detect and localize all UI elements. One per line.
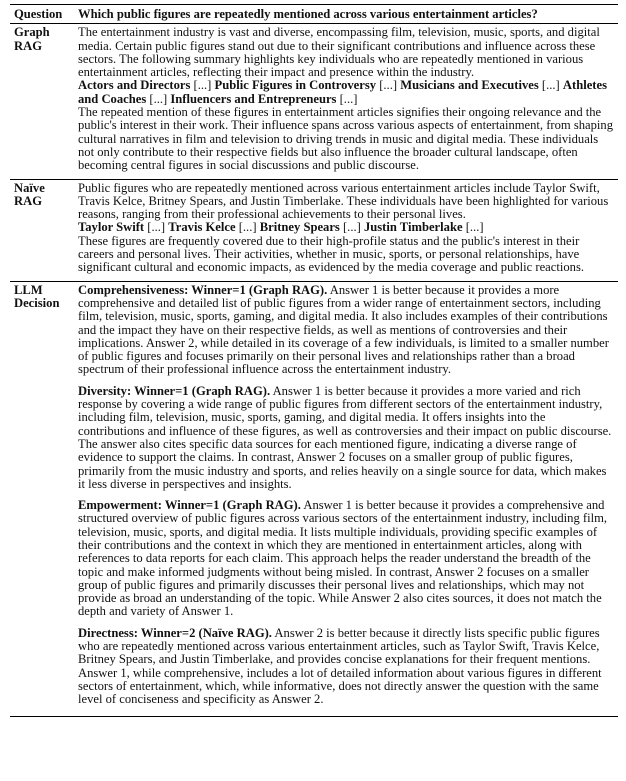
decision-comprehensiveness [78, 284, 615, 377]
comparison-table [10, 4, 618, 717]
llm-decision-row [10, 282, 618, 717]
ellipsis: [...] [147, 220, 166, 235]
graph-rag-cat-1: Actors and Directors [78, 78, 191, 93]
naive-rag-names [78, 221, 615, 234]
naive-rag-intro: Public figures who are repeatedly mentioned across various entertainment articles include Taylor Swift, Travis Kelce, Britney Spears, and Justin Timberlake. These individuals have been highlighted for various reasons, ranging from their professional achievements to their personal lives. [78, 180, 609, 222]
graph-rag-label-line1: Graph [14, 25, 50, 40]
naive-rag-label-line1: Naïve [14, 180, 45, 195]
graph-rag-categories [78, 79, 615, 106]
ellipsis: [...] [465, 220, 484, 235]
naive-rag-name-1: Taylor Swift [78, 220, 145, 235]
llm-decision-label-line1: LLM [14, 282, 43, 297]
naive-rag-name-3: Britney Spears [259, 220, 340, 235]
decision-title: Comprehensiveness: Winner=1 (Graph RAG). [78, 282, 328, 297]
graph-rag-row [10, 24, 618, 179]
graph-rag-cat-4: Athletes and Coaches [78, 78, 607, 106]
ellipsis: [...] [193, 78, 212, 93]
graph-rag-cat-3: Musicians and Executives [400, 78, 539, 93]
graph-rag-cat-2: Public Figures in Controversy [214, 78, 377, 93]
naive-rag-label-line2: RAG [14, 193, 42, 208]
graph-rag-answer [78, 24, 618, 172]
naive-rag-answer [78, 180, 618, 275]
naive-rag-name-2: Travis Kelce [168, 220, 236, 235]
header-question-label: Question [14, 7, 63, 21]
decision-text: Answer 1 is better because it provides a more comprehensive and detailed list of public figures from a wider range of entertainment sectors, including film, television, music, sports, gaming, and digital media. It also includes examples of their contributions and the impact they have on their respective fields, as well as mentions of controversies and their implications. Answer 2, while detailed in its coverage of a few individuals, is limited to a smaller number of public figures and focuses primarily on their personal lives and relationships rather than a broad spectrum of their professional influence across the entertainment industry. [78, 282, 609, 377]
decision-title: Diversity: Winner=1 (Graph RAG). [78, 383, 271, 398]
graph-rag-intro: The entertainment industry is vast and diverse, encompassing film, television, music, sports, and digital media. Certain public figures stand out due to their significant contributions and influence across these sectors. The following summary highlights key individuals who are repeatedly mentioned in various entertainment articles, reflecting their impact and presence within the industry. [78, 25, 600, 80]
ellipsis: [...] [342, 220, 361, 235]
graph-rag-label [10, 24, 78, 172]
naive-rag-label [10, 180, 78, 275]
decision-diversity [78, 385, 615, 491]
graph-rag-label-line2: RAG [14, 38, 42, 53]
decision-empowerment [78, 499, 615, 619]
naive-rag-conclusion: These figures are frequently covered due to their high-profile status and the public's interest in their careers and personal lives. Their activities, whether in music, sports, or personal relationships, have significant cultural and economic impacts, as evidenced by the media coverage and public reactions. [78, 233, 585, 275]
llm-decision-label-line2: Decision [14, 295, 60, 310]
graph-rag-cat-5: Influencers and Entrepreneurs [170, 91, 337, 106]
decision-text: Answer 1 is better because it provides a more varied and rich response by covering a wide range of public figures from different sectors of the entertainment industry, including film, television, music, sports, gaming, and digital media. It offers insights into the contributions and influence of these figures, as well as controversies and their impact on public discourse. The answer also cites specific data sources for each mentioned figure, indicating a diverse range of evidence to support the claims. In contrast, Answer 2 focuses on a smaller group of public figures, primarily from the music industry and sports, and relies heavily on a single source for data, which makes it less diverse in perspectives and insights. [78, 383, 612, 491]
decision-directness [78, 627, 615, 707]
ellipsis: [...] [238, 220, 257, 235]
table-header-row [10, 5, 618, 24]
decision-text: Answer 1 is better because it provides a comprehensive and structured overview of public figures across various sectors of the entertainment industry, including film, television, music, sports, and digital media. It lists multiple individuals, providing specific examples of their contributions and the context in which they are mentioned in entertainment articles, along with references to data reports for each claim. This approach helps the reader understand the breadth of the topic and make informed judgments without being misled. In contrast, Answer 2 focuses on a smaller group of public figures and primarily discusses their personal lives and relationships, which may not provide as broad an understanding of the topic. While Answer 2 also cites sources, it does not match the depth and variety of Answer 1. [78, 498, 608, 619]
decision-title: Directness: Winner=2 (Naïve RAG). [78, 625, 272, 640]
naive-rag-row [10, 180, 618, 282]
llm-decision-list [78, 282, 618, 707]
llm-decision-label [10, 282, 78, 707]
decision-text: Answer 2 is better because it directly lists specific public figures who are repeatedly mentioned across various entertainment articles, such as Taylor Swift, Travis Kelce, Britney Spears, and Justin Timberlake, and provides concise explanations for their frequent mentions. Answer 1, while comprehensive, includes a lot of detailed information about various figures in different sectors of entertainment, which, while informative, does not directly answer the question with the same level of conciseness and specificity as Answer 2. [78, 625, 602, 707]
decision-title: Empowerment: Winner=1 (Graph RAG). [78, 498, 301, 513]
ellipsis: [...] [149, 91, 168, 106]
graph-rag-conclusion: The repeated mention of these figures in entertainment articles signifies their ongoing relevance and the public's interest in their work. Their influence spans across various aspects of entertainment, from shaping cultural narratives in film and television to driving trends in music and digital media. These individuals not only contribute to their respective fields but also influence the broader cultural landscape, often becoming central figures in social discussions and public discourse. [78, 105, 614, 173]
ellipsis: [...] [339, 91, 358, 106]
ellipsis: [...] [541, 78, 560, 93]
naive-rag-name-4: Justin Timberlake [363, 220, 463, 235]
ellipsis: [...] [379, 78, 398, 93]
header-question-text: Which public figures are repeatedly mentioned across various entertainment articles? [78, 7, 538, 21]
